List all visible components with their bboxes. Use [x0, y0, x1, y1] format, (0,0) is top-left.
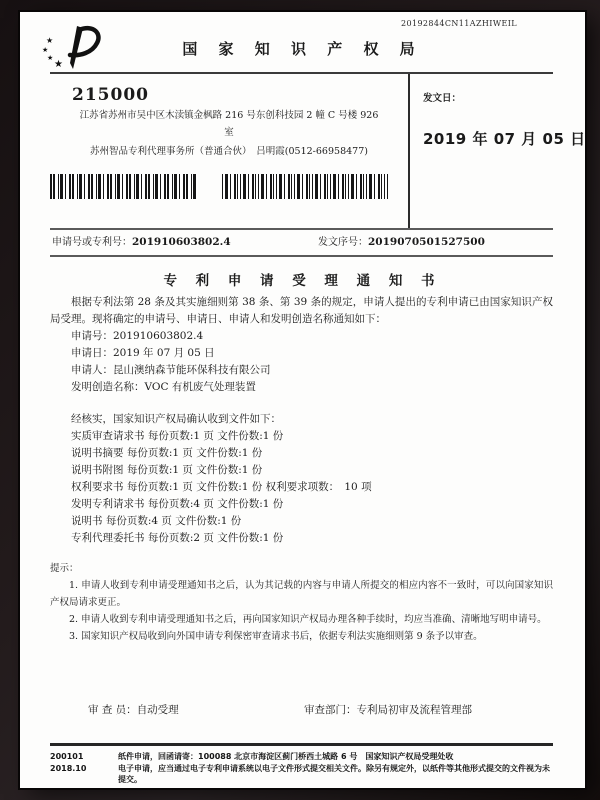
application-number-label: 申请号或专利号： — [52, 237, 132, 248]
examiner-value: 自动受理 — [136, 704, 179, 716]
signoff-row — [50, 702, 553, 717]
field-filing-date: 申请日：2019 年 07 月 05 日 — [71, 347, 215, 359]
svg-text:★: ★ — [46, 36, 54, 45]
postal-code: 215000 — [72, 85, 149, 105]
barcode-icon — [50, 174, 198, 199]
dispatch-date-label: 发文日： — [423, 93, 462, 104]
received-document: 发明专利请求书 每份页数:4 页 文件份数:1 份 — [71, 498, 284, 510]
barcode-row — [50, 174, 408, 199]
svg-text:★: ★ — [42, 46, 49, 54]
recipient-block — [50, 74, 408, 228]
svg-text:★: ★ — [54, 59, 63, 70]
tips-section — [50, 560, 553, 645]
recipient-address-line1: 江苏省苏州市吴中区木渎镇金枫路 216 号东创科技园 2 幢 C 号楼 926 — [79, 110, 379, 121]
numbers-row — [50, 230, 553, 257]
recipient-address-line2: 室 — [224, 127, 234, 139]
spacer — [50, 396, 553, 411]
examiner — [88, 704, 182, 716]
serial-number — [318, 230, 485, 255]
received-document: 权利要求书 每份页数:1 页 文件份数:1 份 权利要求项数： 10 项 — [71, 481, 372, 493]
agency-contact-line: 苏州智品专利代理事务所（普通合伙） 吕明霞(0512-66958477) — [90, 145, 368, 157]
tips-label: 提示： — [50, 563, 79, 574]
svg-text:★: ★ — [47, 54, 54, 62]
notice-body — [50, 294, 553, 547]
document-code: 20192844CN11AZHIWEIL — [400, 19, 517, 28]
tip-item: 1. 申请人收到专利申请受理通知书之后，认为其记载的内容与申请人所提交的相应内容不一致时，可以向国家知识产权局请求更正。 — [50, 580, 553, 609]
examiner-label: 审 查 员： — [88, 704, 137, 716]
footer-note: 纸件申请，回函请寄：100088 北京市海淀区蓟门桥西土城路 6 号 国家知识产权局受理处收 — [118, 752, 454, 761]
dispatch-date-value: 2019 年 07 月 05 日 — [423, 130, 586, 148]
footer-note: 电子申请，应当通过电子专利申请系统以电子文件形式提交相关文件。除另有规定外，以纸件等其他形式提交的文件视为未提交。 — [118, 763, 550, 785]
confirm-line: 经核实，国家知识产权局确认收到文件如下： — [71, 413, 281, 425]
document-page — [20, 12, 585, 788]
form-footer — [50, 743, 553, 786]
document-header — [20, 12, 585, 72]
received-document: 说明书附图 每份页数:1 页 文件份数:1 份 — [71, 464, 263, 476]
received-document: 专利代理委托书 每份页数:2 页 文件份数:1 份 — [71, 532, 284, 544]
department-value: 专利局初审及流程管理部 — [356, 704, 473, 716]
page-title: 国 家 知 识 产 权 局 — [182, 40, 423, 58]
field-invention-title: 发明创造名称：VOC 有机废气处理装置 — [71, 381, 256, 393]
received-document: 说明书 每份页数:4 页 文件份数:1 份 — [71, 515, 242, 527]
field-application-number: 申请号：201910603802.4 — [71, 330, 204, 342]
form-number: 200101 — [50, 752, 84, 761]
serial-number-label: 发文序号： — [318, 237, 368, 248]
barcode-icon — [222, 174, 388, 199]
notice-title: 专 利 申 请 受 理 通 知 书 — [163, 273, 442, 289]
application-number — [52, 230, 231, 255]
form-revision: 2018.10 — [50, 763, 87, 773]
tip-item: 2. 申请人收到专利申请受理通知书之后，再向国家知识产权局办理各种手续时，均应当准确、清晰地写明申请号。 — [69, 614, 547, 626]
footer-row — [50, 763, 553, 786]
received-document: 实质审查请求书 每份页数:1 页 文件份数:1 份 — [71, 430, 284, 442]
recipient-dispatch-section — [50, 72, 586, 230]
serial-number-value: 2019070501527500 — [368, 236, 485, 248]
received-document: 说明书摘要 每份页数:1 页 文件份数:1 份 — [71, 447, 263, 459]
notice-intro: 根据专利法第 28 条及其实施细则第 38 条、第 39 条的规定，申请人提出的专利申请已由国家知识产权局受理。现将确定的申请号、申请日、申请人和发明创造名称通知如下： — [50, 296, 553, 325]
tip-item: 3. 国家知识产权局收到向外国申请专利保密审查请求书后，依据专利法实施细则第 9 条予以审查。 — [69, 631, 483, 643]
application-number-value: 201910603802.4 — [132, 236, 231, 248]
department-label: 审查部门： — [304, 704, 357, 716]
field-applicant: 申请人：昆山澳纳森节能环保科技有限公司 — [71, 364, 271, 376]
dispatch-date-box — [408, 74, 590, 228]
footer-row — [50, 751, 553, 763]
department — [304, 704, 472, 716]
